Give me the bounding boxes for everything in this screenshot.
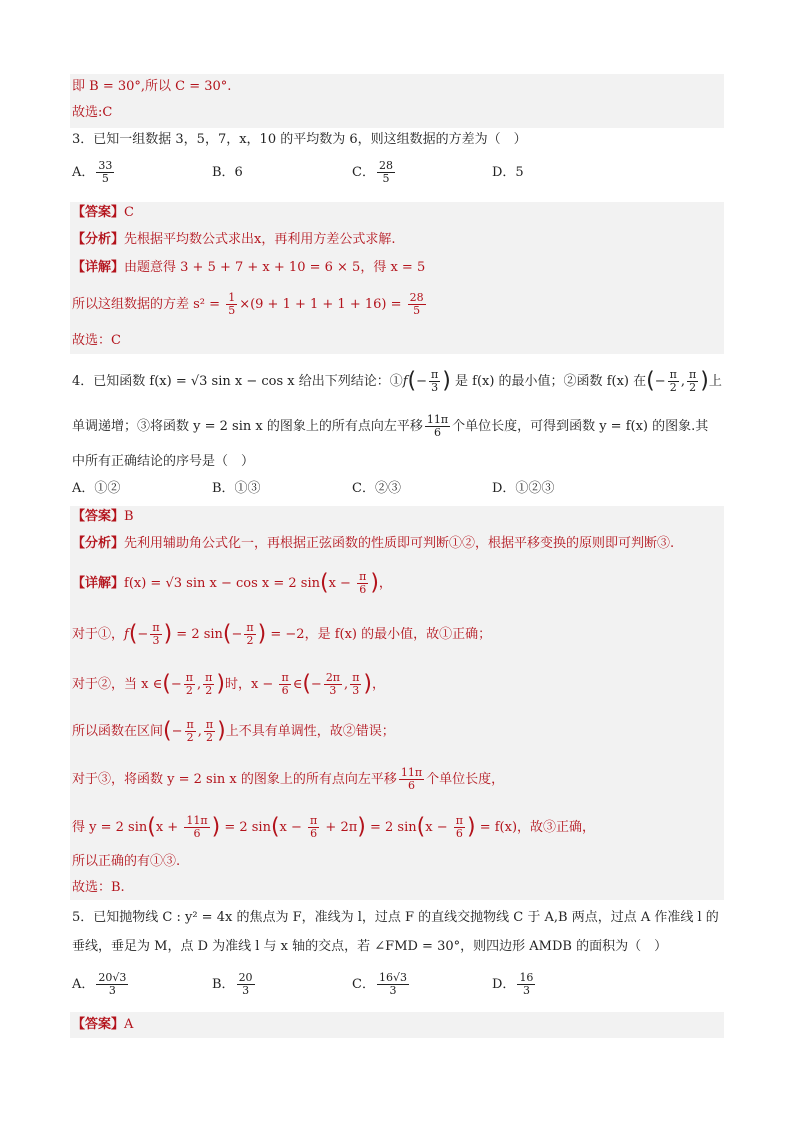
answer-band <box>70 1012 724 1038</box>
q3-stem: 3．已知一组数据 3，5，7，x，10 的平均数为 6，则这组数据的方差为（ ） <box>72 132 527 147</box>
q4-stem-2: 单调递增；③将函数 y = 2 sin x 的图象上的所有点向左平移 $\frac{11\pi}{6}$ 个单位长度，可得到函数 y = f(x) 的图象.其 <box>72 413 709 439</box>
q3-analysis: 【分析】先根据平均数公式求出x，再利用方差公式求解. <box>72 232 396 247</box>
q5-stem-1: 5．已知抛物线 C : y² = 4x 的焦点为 F，准线为 l，过点 F 的直线交抛物线 C 于 A,B 两点，过点 A 作准线 l 的 <box>72 910 719 925</box>
q4-option-c: C．②③ <box>352 481 401 496</box>
q4-detail-3: 对于②，当 x ∈(− $\frac{\pi}{2}$ , $\frac{\pi}{2}$ )时，x − $\frac{\pi}{6}$ ∈(− $\frac{2\pi}{3}$ , $\frac{\pi}{3}$ )， <box>72 671 386 697</box>
q4-option-b: B．①③ <box>212 481 261 496</box>
q4-detail-4: 所以函数在区间(− $\frac{\pi}{2}$ , $\frac{\pi}{2}$ )上不具有单调性，故②错误； <box>72 718 395 744</box>
q3-detail-1: 【详解】由题意得 3 + 5 + 7 + x + 10 = 6 × 5，得 x = 5 <box>72 260 426 275</box>
q5-stem-2: 垂线，垂足为 M，点 D 为准线 l 与 x 轴的交点，若 ∠FMD = 30°，则四边形 AMDB 的面积为（ ） <box>72 939 668 954</box>
q3-option-a: A． $\frac{33}{5}$ <box>72 159 113 185</box>
q4-detail-2: 对于①，f(− $\frac{\pi}{3}$ ) = 2 sin(− $\frac{\pi}{2}$ ) = −2，是 f(x) 的最小值，故①正确； <box>72 621 492 647</box>
q4-option-d: D．①②③ <box>492 481 555 496</box>
q4-stem-3: 中所有正确结论的序号是（ ） <box>72 454 255 469</box>
q4-stem-1: 4．已知函数 f(x) = √3 sin x − cos x 给出下列结论：①f(− $\frac{\pi}{3}$ ) 是 f(x) 的最小值；②函数 f(x) 在(− $\frac{\pi}{2}$ , $\frac{\pi}{2}$ )上 <box>72 368 722 394</box>
q4-detail-6: 得 y = 2 sin(x + $\frac{11\pi}{6}$ ) = 2 sin(x − $\frac{\pi}{6}$ + 2π) = 2 sin(x − $\frac{\pi}{6}$ ) = f(x)，故③正确， <box>72 814 596 840</box>
q5-option-b: B． $\frac{20}{3}$ <box>212 971 253 997</box>
q4-answer: 【答案】B <box>72 509 134 524</box>
answer-band <box>70 506 724 900</box>
q4-choose: 故选：B. <box>72 880 125 895</box>
q5-option-a: A． $\frac{20√3}{3}$ <box>72 971 127 997</box>
q5-answer: 【答案】A <box>72 1017 134 1032</box>
q3-detail-2: 所以这组数据的方差 s² = $\frac{1}{5}$ ×(9 + 1 + 1 + 1 + 16) = $\frac{28}{5}$ <box>72 291 424 317</box>
q3-options <box>72 160 632 185</box>
q4-detail-7: 所以正确的有①③. <box>72 854 181 869</box>
q5-options <box>72 972 632 997</box>
q3-option-b: B．6 <box>212 164 243 180</box>
intro-line-1: 即 B = 30°,所以 C = 30°. <box>72 79 232 94</box>
intro-line-2: 故选:C <box>72 105 113 120</box>
q5-option-c: C． $\frac{16√3}{3}$ <box>352 971 407 997</box>
q4-detail-1: 【详解】f(x) = √3 sin x − cos x = 2 sin(x − $\frac{\pi}{6}$ )， <box>72 570 392 596</box>
q5-option-d: D． $\frac{16}{3}$ <box>492 971 534 997</box>
q4-detail-5: 对于③，将函数 y = 2 sin x 的图象上的所有点向左平移 $\frac{11\pi}{6}$ 个单位长度， <box>72 766 505 792</box>
q3-answer: 【答案】C <box>72 205 134 220</box>
q4-options <box>72 480 632 499</box>
q4-option-a: A．①② <box>72 481 121 496</box>
q3-choose: 故选：C <box>72 333 121 348</box>
q3-option-d: D．5 <box>492 164 524 180</box>
q3-option-c: C． $\frac{28}{5}$ <box>352 159 393 185</box>
answer-band <box>70 202 724 354</box>
q4-analysis: 【分析】先利用辅助角公式化一，再根据正弦函数的性质即可判断①②，根据平移变换的原则即可判断③. <box>72 536 675 551</box>
